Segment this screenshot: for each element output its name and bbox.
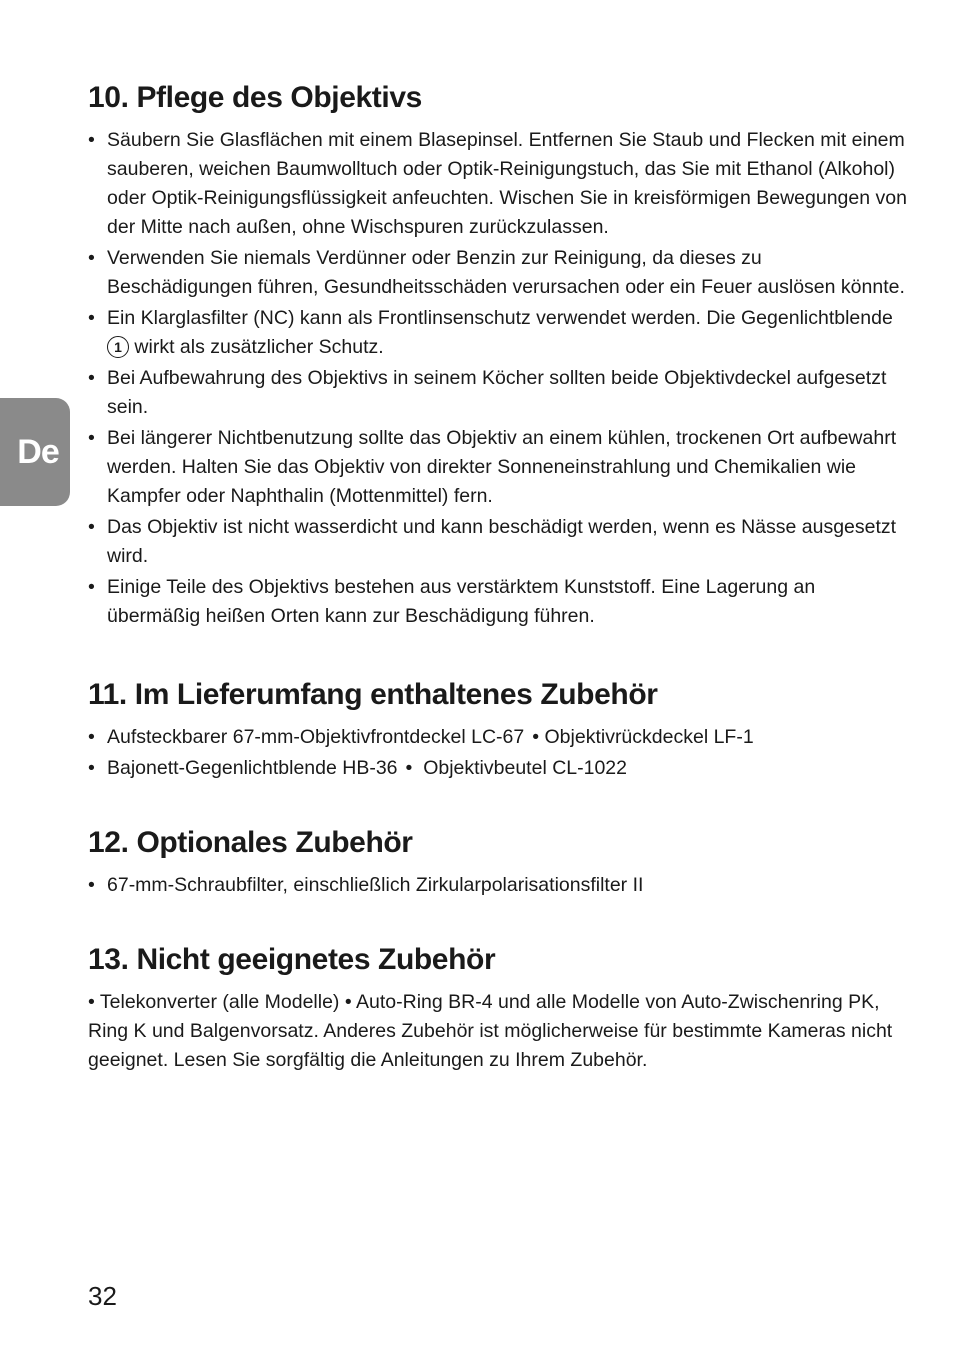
list-item: • Das Objektiv ist nicht wasserdicht und kann beschädigt werden, wenn es Nässe ausgesetzt wird.: [88, 513, 908, 571]
list-item: • Verwenden Sie niemals Verdünner oder Benzin zur Reinigung, da dieses zu Beschädigungen führen, Gesundheitsschäden verursachen oder ein Feuer auslösen könnte.: [88, 244, 908, 302]
page-number: 32: [88, 1281, 117, 1311]
section-title-optional: 12. Optionales Zubehör: [88, 826, 413, 859]
list-item: • Einige Teile des Objektivs bestehen aus verstärktem Kunststoff. Eine Lagerung an übermäßig heißen Orten kann zur Beschädigung führen.: [88, 573, 908, 631]
list-item: [88, 304, 908, 362]
section-optional-accessories: [88, 823, 908, 900]
accessory-item: Bajonett-Gegenlichtblende HB-36: [107, 757, 398, 779]
list-item: • Aufsteckbarer 67-mm-Objektivfrontdeckel LC-67 • Objektivrückdeckel LF-1: [88, 723, 908, 752]
list-item: • 67-mm-Schraubfilter, einschließlich Zirkularpolarisationsfilter II: [88, 871, 908, 900]
language-tab: De: [0, 398, 70, 506]
section-included-accessories: [88, 675, 908, 783]
section-title-care: 10. Pflege des Objektivs: [88, 81, 422, 114]
accessory-item: Objektivrückdeckel LF-1: [544, 726, 754, 748]
list-item: • Bei längerer Nichtbenutzung sollte das Objektiv an einem kühlen, trockenen Ort aufbewahrt werden. Halten Sie das Objektiv von direkter Sonneneinstrahlung und Chemikalien wie Kampfer oder Naphthalin (Mottenmittel) fern.: [88, 424, 908, 511]
section-incompatible-accessories: [88, 940, 908, 1075]
section-title-incompatible: 13. Nicht geeignetes Zubehör: [88, 943, 496, 976]
included-list: [88, 723, 908, 783]
list-item: • Säubern Sie Glasflächen mit einem Blasepinsel. Entfernen Sie Staub und Flecken mit einem sauberen, weichen Baumwolltuch oder Optik-Reinigungstuch, das Sie mit Ethanol (Alkohol) oder Optik-Reinigungsflüssigkeit anfeuchten. Wischen Sie in kreisförmigen Bewegungen von der Mitte nach außen, ohne Wischspuren zurückzulassen.: [88, 126, 908, 242]
incompatible-paragraph: • Telekonverter (alle Modelle) • Auto-Ring BR-4 und alle Modelle von Auto-Zwischenring PK, Ring K und Balgenvorsatz. Anderes Zubehör ist möglicherweise für bestimmte Kameras nicht geeignet. Lesen Sie sorgfältig die Anleitungen zu Ihrem Zubehör.: [88, 991, 893, 1071]
page-content: [88, 78, 908, 1119]
optional-list: [88, 871, 908, 900]
section-title-included: 11. Im Lieferumfang enthaltenes Zubehör: [88, 678, 658, 711]
care-list: [88, 126, 908, 631]
reference-number-badge: 1: [107, 336, 129, 358]
list-item-text: Ein Klarglasfilter (NC) kann als Frontlinsenschutz verwendet werden. Die Gegenlichtblende: [107, 307, 893, 329]
list-item: • Bajonett-Gegenlichtblende HB-36 • Objektivbeutel CL-1022: [88, 754, 908, 783]
list-item: • Bei Aufbewahrung des Objektivs in seinem Köcher sollten beide Objektivdeckel aufgesetzt sein.: [88, 364, 908, 422]
accessory-item: Aufsteckbarer 67-mm-Objektivfrontdeckel LC-67: [107, 726, 525, 748]
accessory-item: Objektivbeutel CL-1022: [423, 757, 627, 779]
section-care: [88, 78, 908, 631]
list-item-text: wirkt als zusätzlicher Schutz.: [134, 336, 384, 358]
